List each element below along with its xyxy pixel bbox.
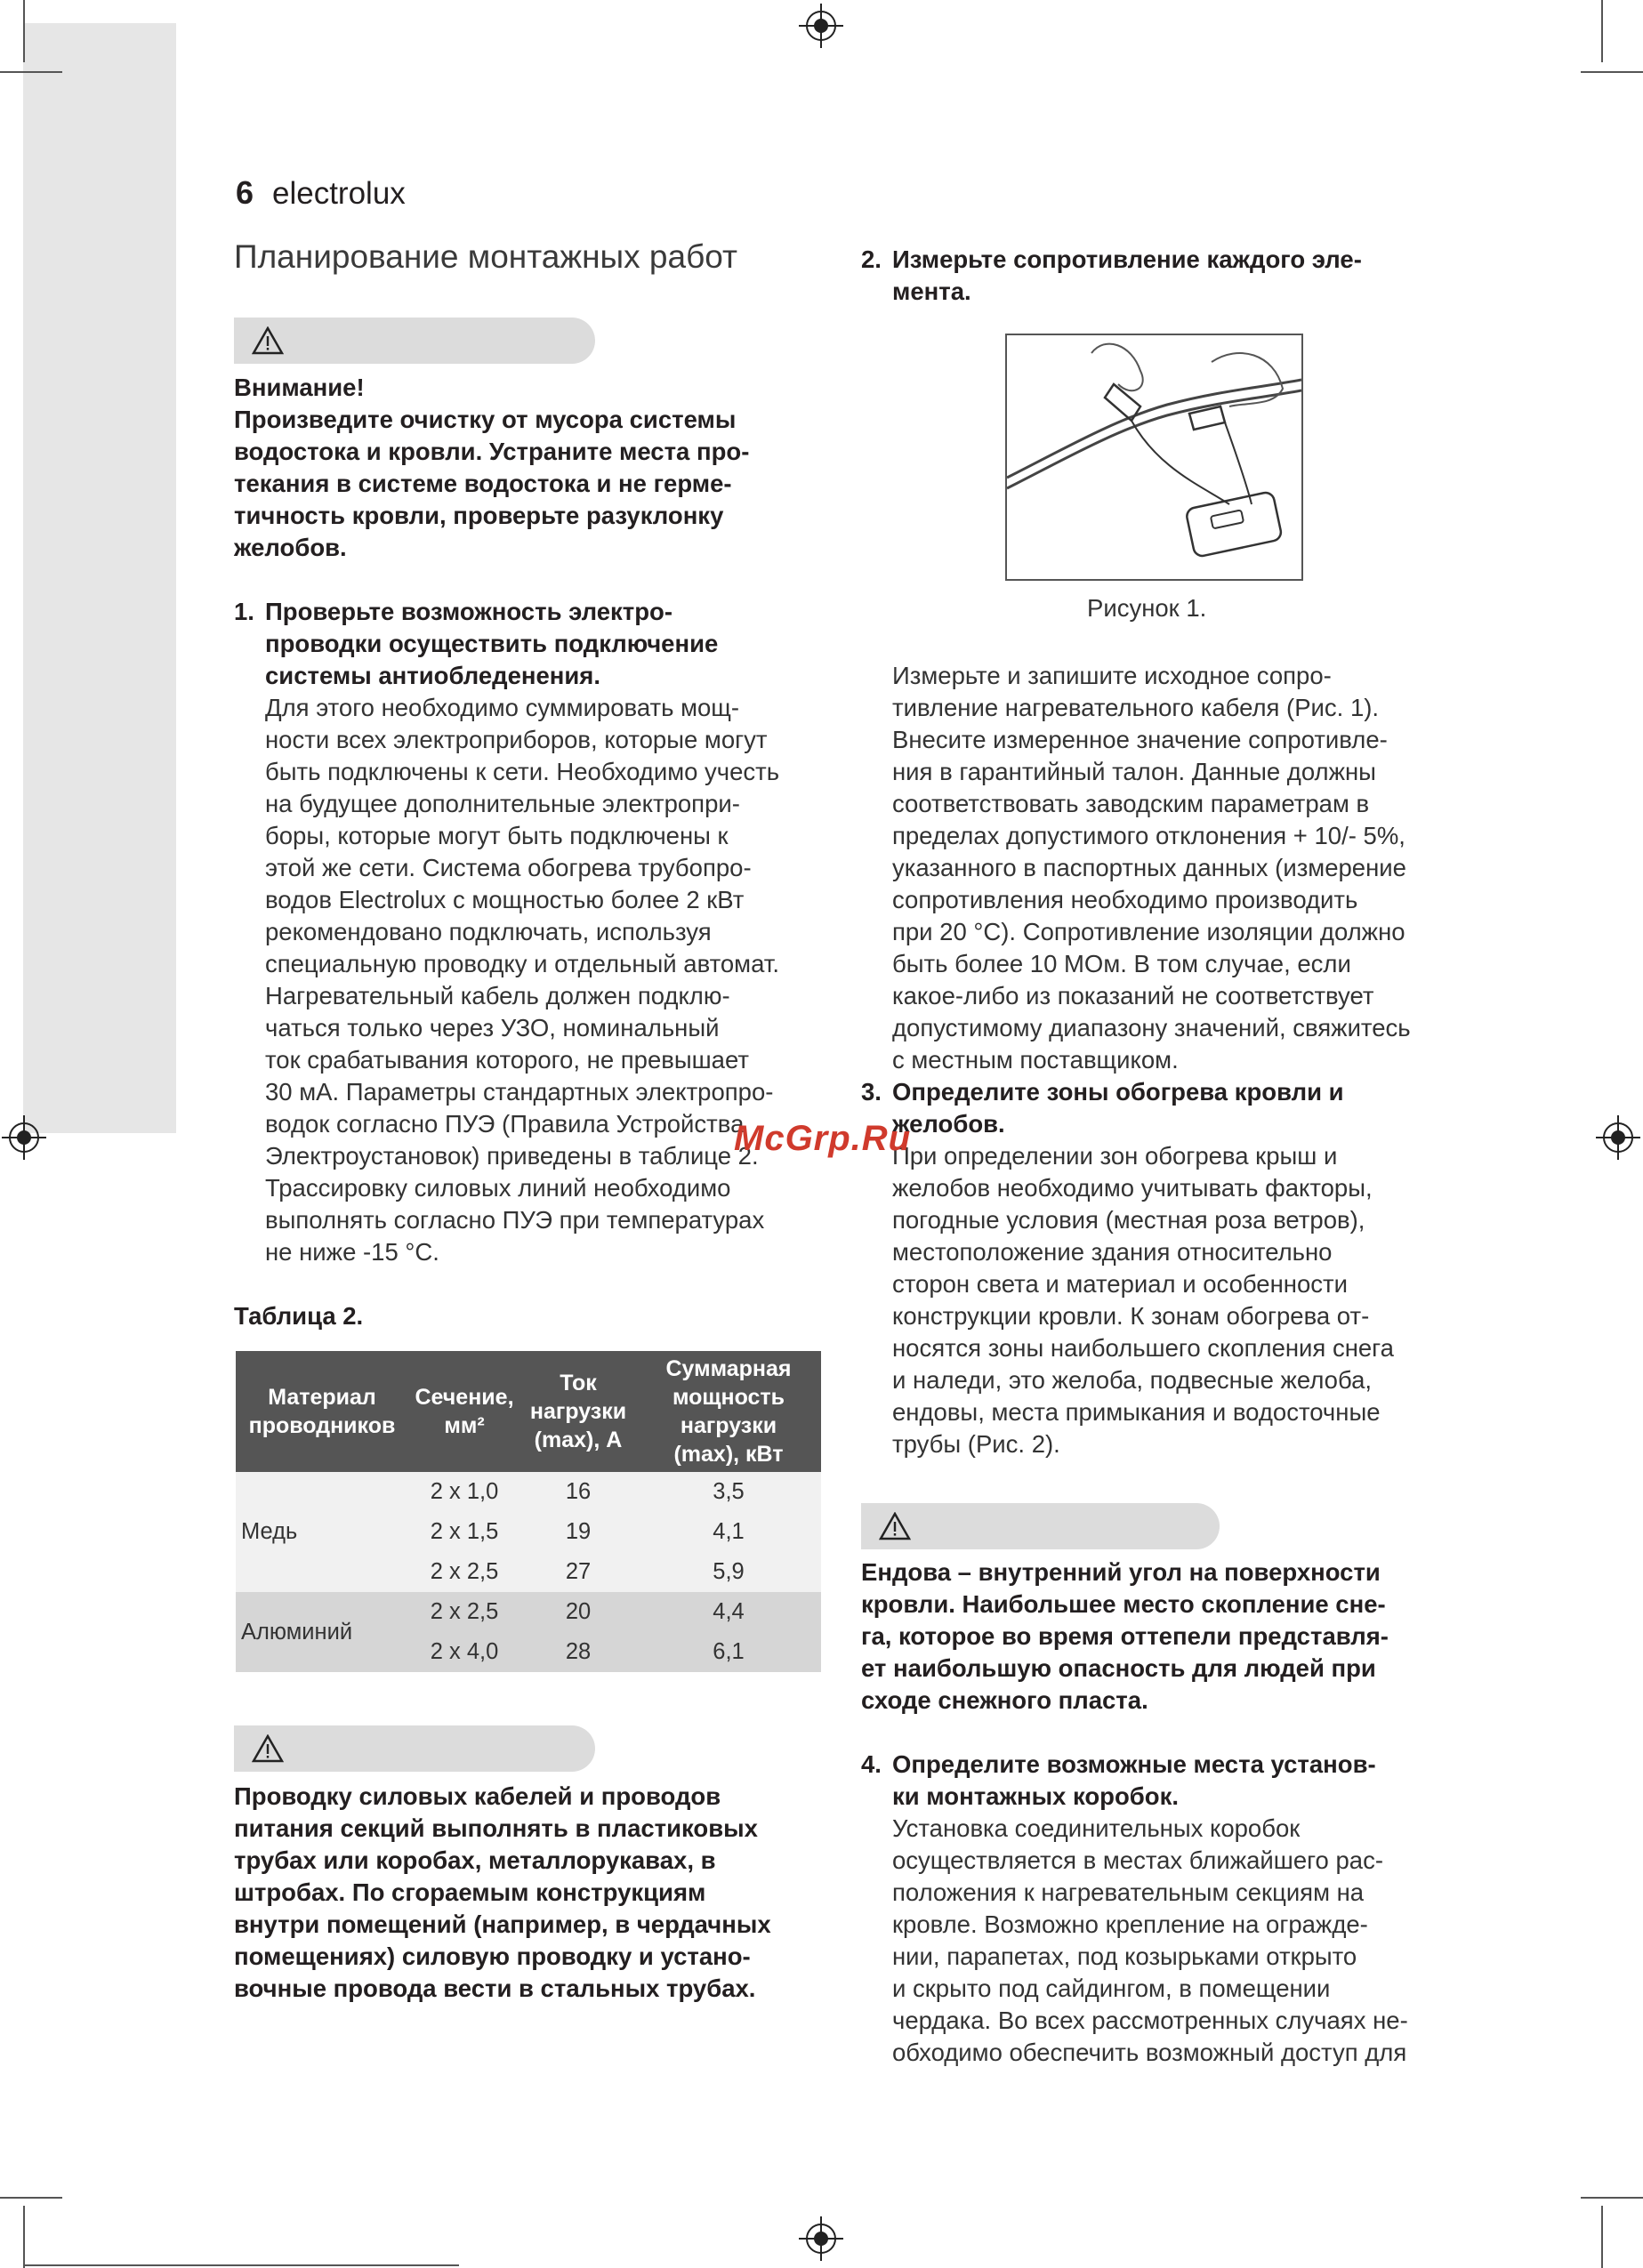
body-line: сторон света и материал и особенности: [892, 1270, 1348, 1298]
body-line: с местным поставщиком.: [892, 1046, 1179, 1074]
body-line: ток срабатывания которого, не превышает: [265, 1046, 749, 1074]
step-title-line: желобов.: [892, 1110, 1005, 1138]
current-cell: 27: [520, 1552, 636, 1592]
body-line: трубы (Рис. 2).: [892, 1430, 1060, 1458]
crop-mark: [1601, 2206, 1603, 2268]
crop-mark: [1581, 71, 1643, 73]
body-line: быть более 10 МОм. В том случае, если: [892, 950, 1351, 977]
power-cell: 5,9: [636, 1552, 821, 1592]
cable-measurement-icon: [1007, 335, 1301, 579]
page-title: Планирование монтажных работ: [234, 238, 737, 275]
body-line: водов Electrolux с мощностью более 2 кВт: [265, 886, 745, 913]
warning-3-text: [861, 1556, 1466, 1717]
warning-triangle-icon: [252, 326, 284, 355]
material-cell: Медь: [236, 1472, 408, 1592]
figure-1-illustration: [1005, 334, 1303, 581]
step-2-body: [892, 660, 1479, 1076]
step-title-line: системы антиобледенения.: [265, 662, 600, 689]
header-section: [408, 1351, 520, 1472]
body-line: рекомендовано подключать, используя: [265, 918, 712, 945]
section-cell: 2 x 1,0: [408, 1472, 520, 1512]
warning-line: вочные провода вести в стальных трубах.: [234, 1974, 756, 2002]
header-line: нагрузки: [680, 1413, 777, 1438]
body-line: конструкции кровли. К зонам обогрева от-: [892, 1302, 1370, 1330]
body-line: осуществляется в местах ближайшего рас-: [892, 1846, 1383, 1874]
current-cell: 16: [520, 1472, 636, 1512]
step-number: 2.: [861, 245, 882, 273]
crop-mark: [23, 0, 25, 62]
wiring-table: [236, 1351, 821, 1672]
body-line: допустимому диапазону значений, свяжитесь: [892, 1014, 1411, 1042]
body-line: на будущее дополнительные электропри-: [265, 790, 740, 817]
body-line: соответствовать заводским параметрам в: [892, 790, 1370, 817]
section-cell: 2 x 2,5: [408, 1552, 520, 1592]
side-band: [23, 23, 176, 1133]
step-title-line: Измерьте сопротивление каждого эле-: [892, 245, 1362, 273]
warning-line: водостока и кровли. Устраните места про-: [234, 438, 750, 465]
step-number: 1.: [234, 598, 254, 625]
header-line: Сечение,: [415, 1385, 514, 1410]
body-line: сопротивления необходимо производить: [892, 886, 1358, 913]
body-line: при 20 °С). Сопротивление изоляции должно: [892, 918, 1405, 945]
body-line: погодные условия (местная роза ветров),: [892, 1206, 1365, 1234]
header-material: [236, 1351, 408, 1472]
step-number: 3.: [861, 1078, 882, 1106]
registration-mark-icon: [1603, 1122, 1633, 1153]
header-current: [520, 1351, 636, 1472]
body-line: чердака. Во всех рассмотренных случаях не-: [892, 2007, 1408, 2034]
registration-mark-icon: [806, 2224, 836, 2254]
step-2-title: [892, 244, 1462, 308]
crop-mark: [0, 71, 62, 73]
step-1: [265, 596, 834, 1268]
body-line: этой же сети. Система обогрева трубопро-: [265, 854, 752, 881]
header-line: (max), А: [534, 1428, 623, 1452]
body-line: местоположение здания относительно: [892, 1238, 1333, 1266]
body-line: Для этого необходимо суммировать мощ-: [265, 694, 740, 721]
body-line: Внесите измеренное значение сопротивле-: [892, 726, 1388, 753]
registration-mark-icon: [9, 1122, 39, 1153]
crop-mark: [0, 2197, 62, 2199]
step-title-line: ки монтажных коробок.: [892, 1782, 1179, 1810]
warning-line: внутри помещений (например, в чердачных: [234, 1910, 771, 1938]
body-line: ендовы, места примыкания и водосточные: [892, 1398, 1381, 1426]
body-line: боры, которые могут быть подключены к: [265, 822, 729, 849]
watermark: McGrp.Ru: [734, 1119, 912, 1158]
warning-line: текания в системе водостока и не герме-: [234, 470, 732, 497]
power-cell: 6,1: [636, 1632, 821, 1672]
warning-banner: [861, 1503, 1220, 1549]
section-cell: 2 x 1,5: [408, 1512, 520, 1552]
crop-mark: [1601, 0, 1603, 62]
body-line: Установка соединительных коробок: [892, 1814, 1301, 1842]
warning-line: желобов.: [234, 534, 347, 561]
warning-2-text: [234, 1781, 821, 2005]
warning-line: га, которое во время оттепели представля-: [861, 1622, 1389, 1650]
section-cell: 2 x 4,0: [408, 1632, 520, 1672]
step-number: 4.: [861, 1750, 882, 1778]
body-line: ния в гарантийный талон. Данные должны: [892, 758, 1376, 785]
header-line: мощность: [672, 1385, 785, 1410]
crop-mark: [23, 2206, 25, 2268]
step-title-line: Определите зоны обогрева кровли и: [892, 1078, 1344, 1106]
registration-mark-icon: [806, 11, 836, 41]
warning-line: Произведите очистку от мусора системы: [234, 406, 737, 433]
body-line: водок согласно ПУЭ (Правила Устройства: [265, 1110, 745, 1138]
body-line: чаться только через УЗО, номинальный: [265, 1014, 720, 1042]
warning-triangle-icon: [879, 1512, 911, 1540]
warning-1-text: [234, 372, 803, 564]
current-cell: 19: [520, 1512, 636, 1552]
body-line: положения к нагревательным секциям на: [892, 1878, 1365, 1906]
table-row: [236, 1472, 821, 1512]
body-line: тивление нагревательного кабеля (Рис. 1).: [892, 694, 1380, 721]
body-line: какое-либо из показаний не соответствует: [892, 982, 1374, 1009]
body-line: Трассировку силовых линий необходимо: [265, 1174, 731, 1202]
body-line: и скрыто под сайдингом, в помещении: [892, 1974, 1331, 2002]
figure-caption: Рисунок 1.: [1087, 594, 1207, 622]
warning-line: штробах. По сгораемым конструкциям: [234, 1878, 706, 1906]
warning-line: тичность кровли, проверьте разуклонку: [234, 502, 724, 529]
body-line: выполнять согласно ПУЭ при температурах: [265, 1206, 765, 1234]
warning-line: помещениях) силовую проводку и устано-: [234, 1942, 751, 1970]
warning-banner: [234, 318, 595, 364]
power-cell: 4,4: [636, 1592, 821, 1632]
body-line: обходимо обеспечить возможный доступ для: [892, 2039, 1407, 2066]
header-line: (max), кВт: [673, 1442, 784, 1467]
body-line: быть подключены к сети. Необходимо учесть: [265, 758, 780, 785]
step-title-line: Определите возможные места установ-: [892, 1750, 1376, 1778]
body-line: и наледи, это желоба, подвесные желоба,: [892, 1366, 1373, 1394]
header-line: Материал: [268, 1385, 376, 1410]
table-row: [236, 1592, 821, 1632]
body-line: При определении зон обогрева крыш и: [892, 1142, 1338, 1170]
body-line: специальную проводку и отдельный автомат.: [265, 950, 779, 977]
body-line: носятся зоны наибольшего скопления снега: [892, 1334, 1394, 1362]
warning-banner: [234, 1725, 595, 1772]
header-line: Ток: [560, 1371, 597, 1395]
header-line: Суммарная: [665, 1356, 792, 1381]
crop-mark: [23, 2264, 459, 2266]
body-line: кровле. Возможно крепление на огражде-: [892, 1910, 1368, 1938]
body-line: желобов необходимо учитывать факторы,: [892, 1174, 1373, 1202]
warning-line: сходе снежного пласта.: [861, 1686, 1148, 1714]
warning-line: Проводку силовых кабелей и проводов: [234, 1782, 721, 1810]
body-line: Нагревательный кабель должен подклю-: [265, 982, 730, 1009]
warning-line: ет наибольшую опасность для людей при: [861, 1654, 1376, 1682]
step-title-line: мента.: [892, 277, 971, 305]
warning-line: питания секций выполнять в пластиковых: [234, 1814, 758, 1842]
body-line: ности всех электроприборов, которые могут: [265, 726, 768, 753]
step-title-line: проводки осуществить подключение: [265, 630, 719, 657]
body-line: 30 мА. Параметры стандартных электропро-: [265, 1078, 774, 1106]
power-cell: 4,1: [636, 1512, 821, 1552]
body-line: нии, парапетах, под козырьками открыто: [892, 1942, 1357, 1970]
header-line: проводников: [248, 1413, 396, 1438]
step-3: [892, 1076, 1479, 1460]
body-line: не ниже -15 °С.: [265, 1238, 439, 1266]
warning-title: Внимание!: [234, 374, 365, 401]
material-cell: Алюминий: [236, 1592, 408, 1672]
warning-line: кровли. Наибольшее место скопление сне-: [861, 1590, 1386, 1618]
header-power: [636, 1351, 821, 1472]
warning-triangle-icon: [252, 1734, 284, 1763]
page-number: 6: [236, 174, 254, 211]
body-line: Электроустановок) приведены в таблице 2.: [265, 1142, 759, 1170]
table-caption: Таблица 2.: [234, 1302, 364, 1330]
crop-mark: [1581, 2197, 1643, 2199]
section-cell: 2 x 2,5: [408, 1592, 520, 1632]
brand-name: electrolux: [272, 176, 406, 211]
body-line: указанного в паспортных данных (измерение: [892, 854, 1406, 881]
power-cell: 3,5: [636, 1472, 821, 1512]
step-4: [892, 1749, 1479, 2069]
warning-line: Ендова – внутренний угол на поверхности: [861, 1558, 1381, 1586]
body-line: пределах допустимого отклонения + 10/- 5%,: [892, 822, 1405, 849]
body-line: Измерьте и запишите исходное сопро-: [892, 662, 1332, 689]
table-header-row: [236, 1351, 821, 1472]
header-line: нагрузки: [529, 1399, 627, 1424]
current-cell: 20: [520, 1592, 636, 1632]
current-cell: 28: [520, 1632, 636, 1672]
step-title-line: Проверьте возможность электро-: [265, 598, 673, 625]
header-line: мм²: [444, 1413, 485, 1438]
warning-line: трубах или коробах, металлорукавах, в: [234, 1846, 716, 1874]
